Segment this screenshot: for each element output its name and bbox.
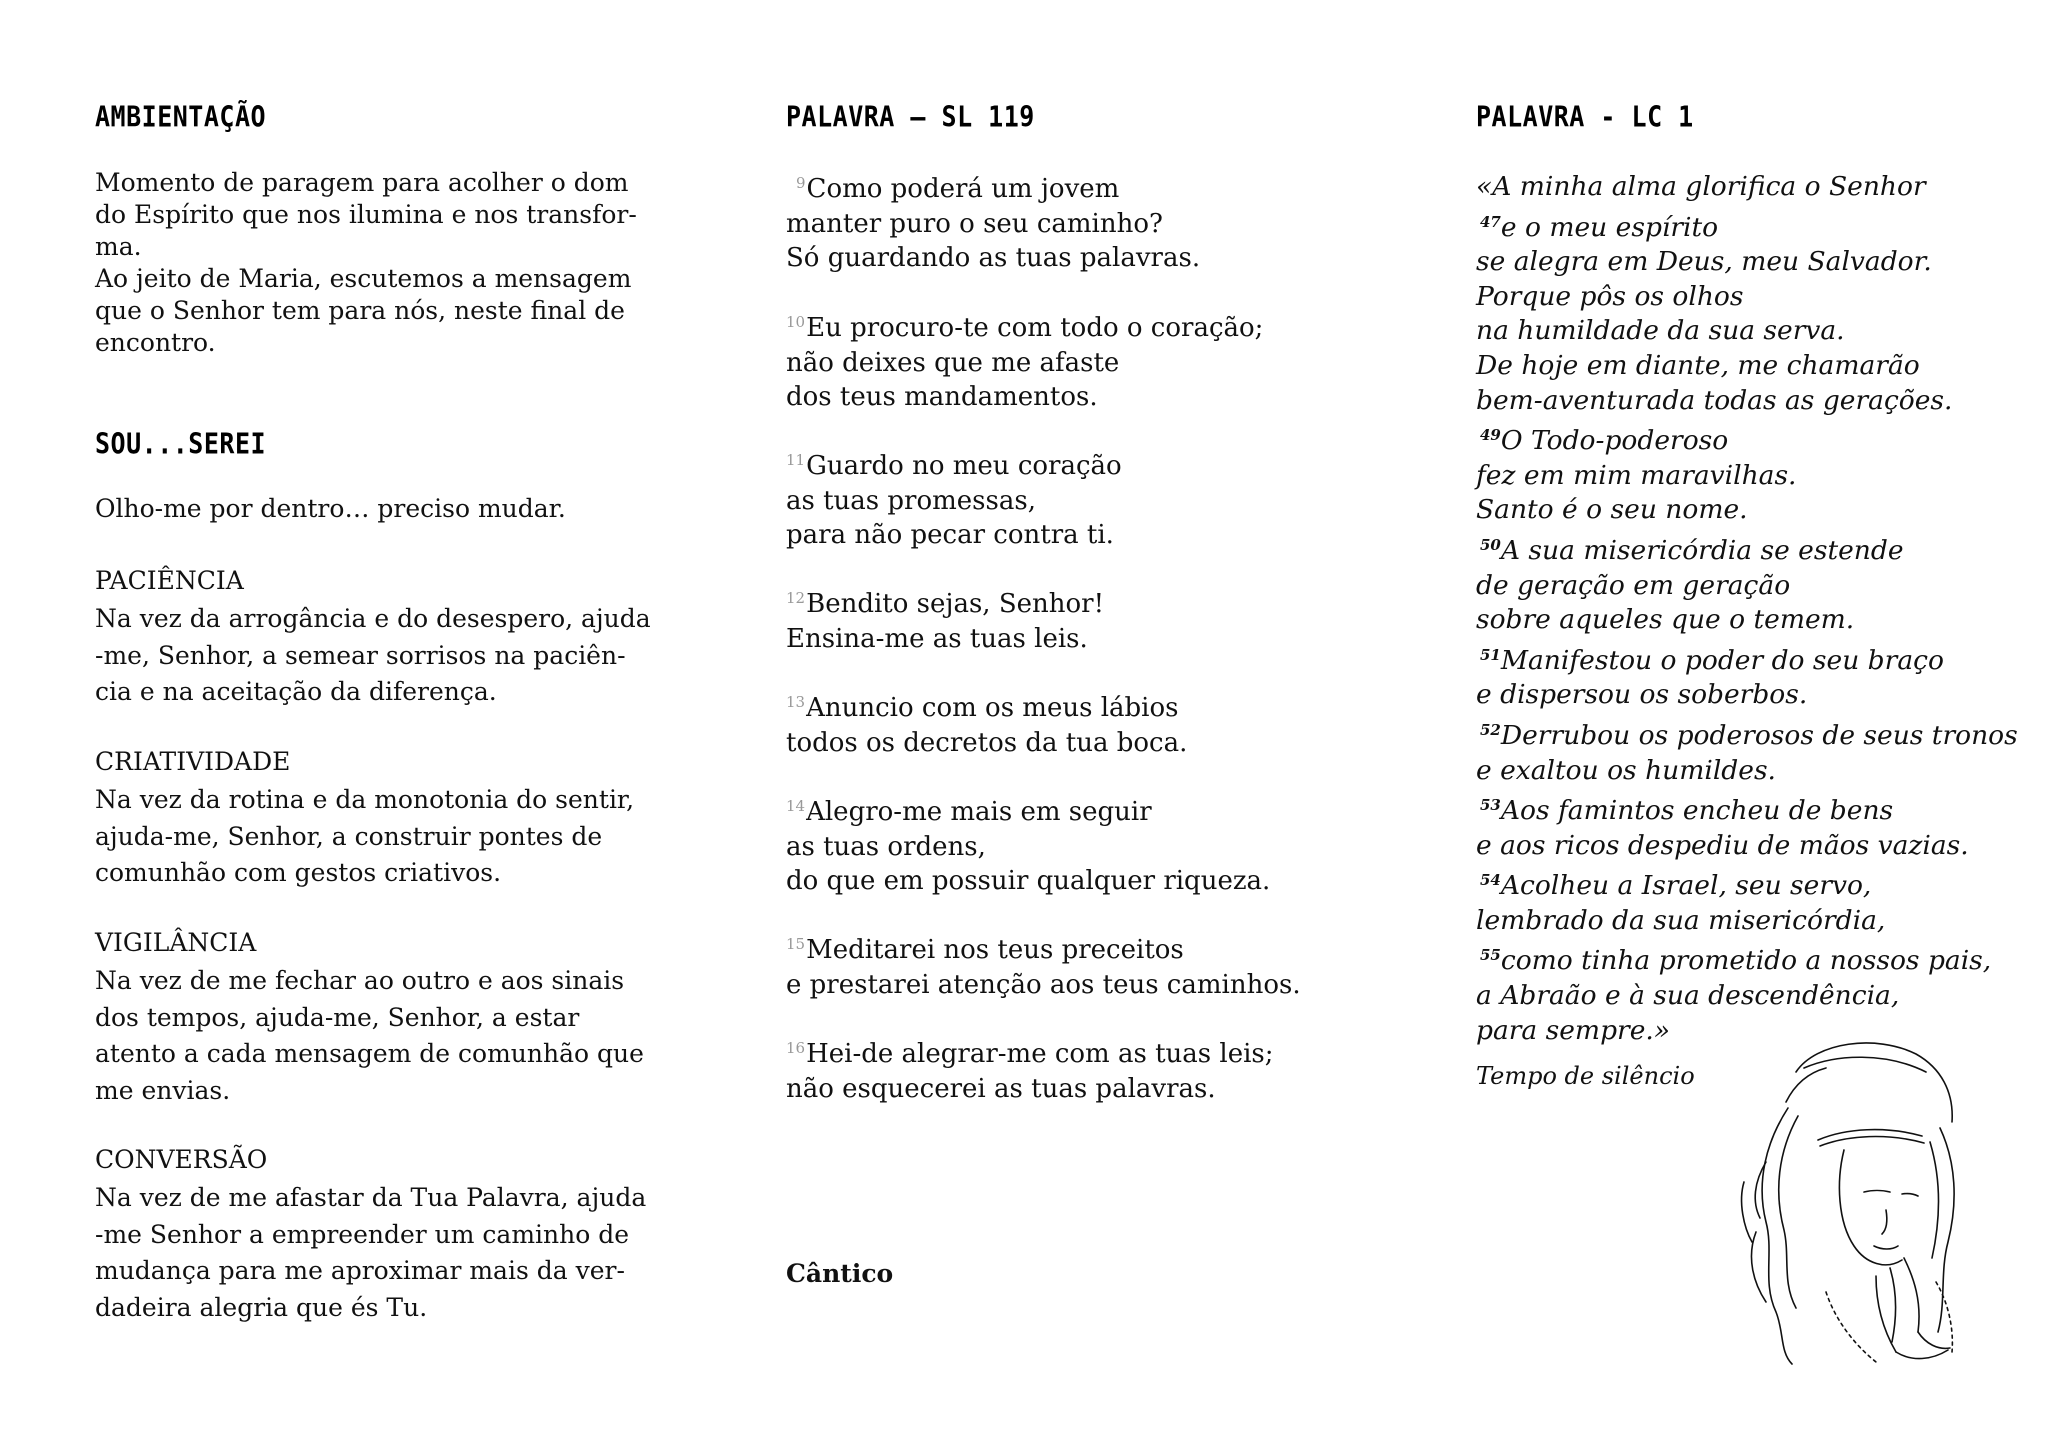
virtue-line: Na vez da rotina e da monotonia do sentir, [95,785,635,814]
verse-text: O Todo-poderoso [1500,425,1729,457]
verse-number: 47 [1480,212,1501,231]
psalm-line [786,789,1270,830]
verse-text: na humildade da sua serva. [1476,315,1845,347]
verse-number: 55 [1480,946,1501,965]
verse-text: A sua misericórdia se estende [1500,534,1904,566]
verse-text: de geração em geração [1476,569,1791,601]
intro-line: do Espírito que nos ilumina e nos transfor- [95,200,637,229]
psalm-line: Ensina-me as tuas leis. [786,623,1088,654]
verse-text: e aos ricos despediu de mãos vazias. [1476,829,1969,861]
psalm-line [786,305,1263,346]
psalm-line [786,581,1104,622]
verse-text: «A minha alma glorifica o Senhor [1476,171,1926,202]
psalm-line: Só guardando as tuas palavras. [786,243,1201,273]
psalm-line: dos teus mandamentos. [786,382,1098,412]
verse-text: e dispersou os soberbos. [1476,679,1808,711]
virtue-title-paciencia: PACIÊNCIA [95,566,244,595]
psalm-line: manter puro o seu caminho? [786,208,1163,239]
verse-text: Alegro-me mais em seguir [806,797,1152,827]
magnificat-line [1476,863,2018,904]
verse-number: 10 [786,313,806,331]
virtue-line: Na vez de me afastar da Tua Palavra, ajuda [95,1183,647,1212]
psalm-line [786,1031,1274,1072]
magnificat-line [1476,170,2018,205]
verse-number: 11 [786,451,806,469]
verse-number: 9 [796,174,806,192]
verse-number: 13 [786,693,806,711]
verse-text: Derrubou os poderosos de seus tronos [1500,719,2018,751]
section-heading-ambientacao: AMBIENTAÇÃO [95,100,267,134]
verse-number: 16 [786,1039,806,1057]
virtue-line: -me Senhor a empreender um caminho de [95,1219,630,1249]
verse-text: fez em mim maravilhas. [1476,459,1797,491]
verse-text: Meditarei nos teus preceitos [806,935,1184,965]
magnificat-line [1476,280,2018,315]
virtue-body-criatividade [95,782,634,892]
verse-number: 53 [1480,796,1501,815]
verse-text: Bendito sejas, Senhor! [806,589,1105,619]
verse-number: 14 [786,797,806,815]
magnificat-line [1476,754,2018,789]
psalm-stanza-11 [786,443,1122,553]
virtue-line: Na vez da arrogância e do desespero, ajuda [95,604,651,633]
virtue-line: -me, Senhor, a semear sorrisos na paciên- [95,640,626,670]
verse-text: Porque pôs os olhos [1476,280,1744,312]
intro-line: que o Senhor tem para nós, neste final de [95,296,625,325]
section-heading-lucas: PALAVRA - LC 1 [1476,100,1694,134]
magnificat-line [1476,245,2018,280]
magnificat-line [1476,938,2018,979]
virtue-line: cia e na aceitação da diferença. [95,677,497,706]
lead-text: Olho-me por dentro… preciso mudar. [95,494,566,523]
verse-text: Acolheu a Israel, seu servo, [1500,870,1872,902]
verse-text: a Abraão e à sua descendência, [1476,980,1900,1012]
intro-line: encontro. [95,328,216,357]
verse-text: De hoje em diante, me chamarão [1476,349,1920,381]
virtue-title-vigilancia: VIGILÂNCIA [95,928,257,957]
virtue-title-criatividade: CRIATIVIDADE [95,747,291,776]
magnificat-line [1476,569,2018,604]
magnificat-line [1476,205,2018,246]
verse-text: se alegra em Deus, meu Salvador. [1476,246,1932,278]
canticle-label: Cântico [786,1259,894,1288]
psalm-stanza-14 [786,789,1270,899]
virtue-body-conversao [95,1180,646,1326]
magnificat-line [1476,349,2018,384]
verse-text: e exaltou os humildes. [1476,754,1776,786]
verse-number: 15 [786,935,806,953]
psalm-line [786,927,1301,968]
verse-text: como tinha prometido a nossos pais, [1500,945,1992,977]
virtue-body-paciencia [95,601,651,711]
psalm-line: e prestarei atenção aos teus caminhos. [786,969,1301,1000]
virtue-line: dadeira alegria que és Tu. [95,1292,428,1322]
virtue-line: atento a cada mensagem de comunhão que [95,1039,644,1068]
verse-text: Aos famintos encheu de bens [1500,795,1894,827]
silence-note: Tempo de silêncio [1476,1062,1695,1090]
verse-text: e o meu espírito [1500,211,1719,243]
magnificat-line [1476,788,2018,829]
verse-number: 12 [786,589,806,607]
magnificat-line [1476,829,2018,864]
magnificat-line [1476,314,2018,349]
verse-number: 54 [1480,871,1501,890]
psalm-line: as tuas promessas, [786,485,1036,516]
intro-line: Momento de paragem para acolher o dom [95,168,629,197]
magnificat-line [1476,603,2018,638]
virtue-line: Na vez de me fechar ao outro e aos sinais [95,966,625,995]
verse-text: sobre aqueles que o temem. [1476,604,1855,636]
magnificat-line [1476,493,2018,528]
virtue-line: comunhão com gestos criativos. [95,858,502,887]
virtue-line: mudança para me aproximar mais da ver- [95,1256,625,1285]
verse-text: Anuncio com os meus lábios [806,693,1179,723]
psalm-stanza-13 [786,685,1187,760]
virtue-title-conversao: CONVERSÃO [95,1145,268,1174]
magnificat-line [1476,979,2018,1014]
magnificat-line [1476,384,2018,419]
psalm-stanza-12 [786,581,1104,656]
psalm-stanza-10 [786,305,1263,415]
psalm-line [786,166,1200,207]
virtue-line: dos tempos, ajuda-me, Senhor, a estar [95,1002,580,1032]
magnificat-line [1476,638,2018,679]
virtue-line: me envias. [95,1075,231,1105]
verse-text: Hei-de alegrar-me com as tuas leis; [806,1039,1274,1069]
virtue-body-vigilancia [95,963,644,1109]
verse-text: Santo é o seu nome. [1476,494,1748,526]
verse-text: bem-aventurada todas as gerações. [1476,384,1953,416]
intro-line: Ao jeito de Maria, escutemos a mensagem [95,264,632,293]
magnificat-line [1476,713,2018,754]
section-heading-sou-serei: SOU...SEREI [95,427,267,461]
psalm-stanza-9 [786,166,1200,276]
verse-text: Manifestou o poder do seu braço [1500,644,1944,676]
magnificat-line [1476,904,2018,939]
verse-text: Eu procuro-te com todo o coração; [806,313,1264,343]
magnificat-line [1476,678,2018,713]
verse-number: 50 [1480,535,1501,554]
intro-line: ma. [95,232,142,261]
psalm-line: as tuas ordens, [786,831,986,862]
psalm-line: não deixes que me afaste [786,347,1120,378]
psalm-stanza-15 [786,927,1301,1002]
psalm-line: todos os decretos da tua boca. [786,727,1188,758]
verse-number: 52 [1480,720,1501,739]
virtue-line: ajuda-me, Senhor, a construir pontes de [95,821,603,851]
verse-text: Guardo no meu coração [806,451,1122,481]
magnificat-line [1476,528,2018,569]
verse-number: 49 [1480,426,1501,445]
verse-number: 51 [1480,645,1501,664]
intro-paragraph [95,167,637,359]
magnificat-line [1476,418,2018,459]
section-heading-salmo: PALAVRA – SL 119 [786,100,1035,134]
psalm-line [786,685,1187,726]
magnificat-text [1476,170,2018,1048]
magnificat-line [1476,459,2018,494]
psalm-line: não esquecerei as tuas palavras. [786,1073,1216,1104]
psalm-line: do que em possuir qualquer riqueza. [786,866,1271,896]
verse-text: Como poderá um jovem [806,174,1120,204]
psalm-line: para não pecar contra ti. [786,520,1114,550]
psalm-stanza-16 [786,1031,1274,1106]
verse-text: para sempre.» [1476,1014,1671,1046]
verse-text: lembrado da sua misericórdia, [1476,904,1886,936]
psalm-line [786,443,1122,484]
praying-woman-illustration [1726,1032,1966,1372]
